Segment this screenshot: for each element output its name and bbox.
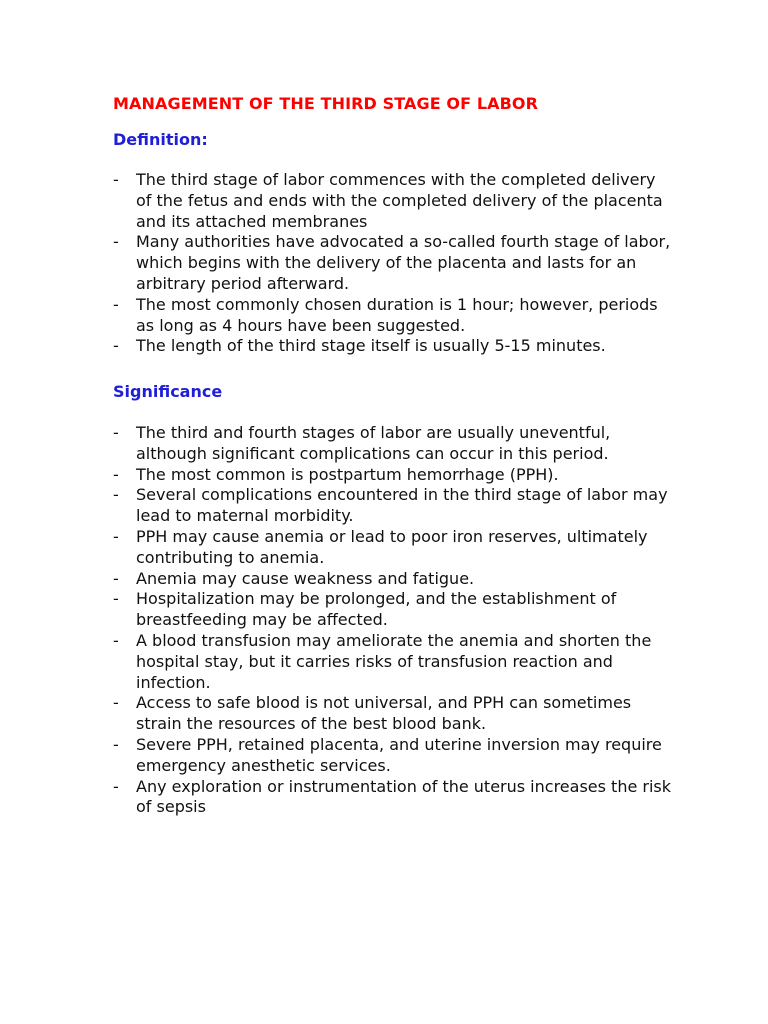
list-item-text: Many authorities have advocated a so-called fourth stage of labor, which begins with the delivery of the placenta and lasts for an arbitrary period afterward.	[136, 232, 671, 293]
list-item-text: Any exploration or instrumentation of the uterus increases the risk of sepsis	[136, 776, 672, 817]
list-item-text: Several complications encountered in the third stage of labor may lead to maternal morbidity.	[136, 485, 668, 526]
list-item	[113, 170, 673, 232]
list-item-text: The third stage of labor commences with the completed delivery of the fetus and ends with the completed delivery of the placenta and its attached membranes	[136, 170, 663, 231]
list-item-text: The most commonly chosen duration is 1 hour; however, periods as long as 4 hours have been suggested.	[136, 294, 658, 335]
list-item-text: Access to safe blood is not universal, and PPH can sometimes strain the resources of the best blood bank.	[136, 693, 632, 734]
list-item	[113, 232, 673, 294]
significance-heading: Significance	[113, 382, 223, 401]
list-item	[113, 777, 673, 819]
list-item	[113, 295, 673, 337]
list-item	[113, 589, 673, 631]
list-item-text: Hospitalization may be prolonged, and the establishment of breastfeeding may be affected.	[136, 589, 617, 630]
bullet-dash: -	[113, 485, 119, 505]
bullet-dash: -	[113, 630, 119, 650]
bullet-dash: -	[113, 776, 119, 796]
bullet-dash: -	[113, 232, 119, 252]
bullet-dash: -	[113, 568, 119, 588]
list-item-text: Anemia may cause weakness and fatigue.	[136, 568, 475, 588]
definition-heading: Definition:	[113, 130, 208, 149]
bullet-dash: -	[113, 734, 119, 754]
bullet-dash: -	[113, 294, 119, 314]
list-item-text: The third and fourth stages of labor are usually uneventful, although significant complications can occur in this period.	[136, 423, 611, 463]
bullet-dash: -	[113, 464, 119, 484]
list-item	[113, 569, 673, 590]
bullet-dash: -	[113, 589, 119, 609]
list-item	[113, 336, 673, 357]
bullet-dash: -	[113, 336, 119, 356]
list-item-text: The length of the third stage itself is usually 5-15 minutes.	[136, 336, 606, 356]
list-item	[113, 423, 673, 465]
significance-list	[113, 423, 673, 818]
bullet-dash: -	[113, 526, 119, 546]
bullet-dash: -	[113, 170, 119, 189]
list-item	[113, 735, 673, 777]
list-item-text: The most common is postpartum hemorrhage (PPH).	[136, 464, 559, 484]
bullet-dash: -	[113, 423, 119, 442]
bullet-dash: -	[113, 693, 119, 713]
list-item-text: A blood transfusion may ameliorate the anemia and shorten the hospital stay, but it carries risks of transfusion reaction and infection.	[136, 630, 652, 692]
list-item	[113, 527, 673, 569]
definition-list	[113, 170, 673, 357]
list-item	[113, 465, 673, 486]
list-item	[113, 631, 673, 693]
list-item	[113, 485, 673, 527]
list-item-text: Severe PPH, retained placenta, and uterine inversion may require emergency anesthetic services.	[136, 734, 662, 775]
document-title: MANAGEMENT OF THE THIRD STAGE OF LABOR	[113, 94, 539, 113]
list-item-text: PPH may cause anemia or lead to poor iron reserves, ultimately contributing to anemia.	[136, 526, 648, 567]
list-item	[113, 693, 673, 735]
